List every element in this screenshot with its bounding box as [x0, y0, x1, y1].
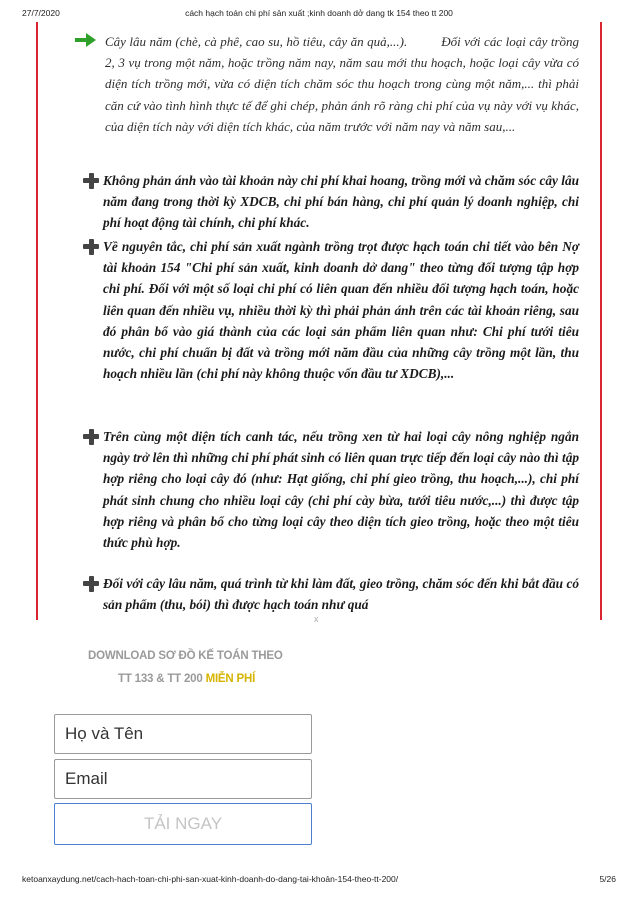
- bullet-text: Trên cùng một diện tích canh tác, nếu trồng xen từ hai loại cây nông nghiệp ngắn ngày trở lên thì những chi phí phát sinh có liên quan trực tiếp đến loại cây nào thì tập hợp riêng cho loại cây đó (như: Hạt giống, chi phí gieo trồng, thu hoạch,...), chi phí phát sinh chung cho nhiều loại cây (chi phí cày bừa, tưới tiêu nước,...) thì được tập hợp riêng và phân bổ cho từng loại cây theo diện tích gieo trồng, hoặc theo một tiêu thức phù hợp.: [103, 429, 579, 551]
- print-page-title: cách hạch toán chi phí sản xuất ;kinh doanh dở dang tk 154 theo tt 200: [185, 8, 453, 18]
- page-url: ketoanxaydung.net/cach-hach-toan-chi-phi-san-xuat-kinh-doanh-do-dang-tai-khoản-154-theo-tt-200/: [22, 874, 399, 884]
- bullet-text: Đối với cây lâu năm, quá trình từ khi làm đất, gieo trồng, chăm sóc đến khi bắt đầu có sản phẩm (thu, bói) thì được hạch toán như quá: [103, 576, 579, 613]
- right-red-rule: [600, 22, 602, 620]
- page-header: [22, 8, 616, 22]
- plus-icon: [83, 576, 99, 592]
- download-now-button[interactable]: TẢI NGAY: [54, 803, 312, 845]
- plus-icon: [83, 429, 99, 445]
- ad-close-button[interactable]: x: [314, 614, 319, 624]
- email-field[interactable]: Email: [54, 759, 312, 799]
- print-date: 27/7/2020: [22, 8, 60, 18]
- bullet-item: [83, 573, 579, 615]
- download-banner-standards: TT 133 & TT 200: [118, 673, 203, 685]
- page-footer: [22, 874, 616, 888]
- bullet-item: [83, 236, 579, 384]
- right-arrow-icon: [75, 33, 97, 47]
- free-badge: MIỄN PHÍ: [205, 673, 256, 685]
- bullet-item: [83, 170, 579, 234]
- download-banner-title: DOWNLOAD SƠ ĐỒ KẾ TOÁN THEO: [88, 650, 283, 662]
- article-content: [36, 22, 602, 620]
- page-number: 5/26: [599, 874, 616, 884]
- bullet-text: Về nguyên tắc, chi phí sản xuất ngành trồng trọt được hạch toán chi tiết vào bên Nợ tài khoản 154 "Chi phí sản xuất, kinh doanh dở dang" theo từng đối tượng tập hợp chi phí. Đối với một số loại chi phí có liên quan đến nhiều đối tượng hạch toán, hoặc liên quan đến nhiều vụ, nhiều thời kỳ thì phải phản ánh trên các tài khoản riêng, sau đó phân bổ vào giá thành của các loại sản phẩm liên quan như: Chi phí tưới tiêu nước, chi phí chuẩn bị đất và trồng mới năm đầu của những cây trồng một lần, thu hoạch nhiều lần (chi phí này không thuộc vốn đầu tư XDCB),...: [103, 239, 579, 382]
- plus-icon: [83, 239, 99, 255]
- sub-item-lead: Cây lâu năm (chè, cà phê, cao su, hồ tiêu, cây ăn quả,...).: [105, 34, 408, 49]
- sub-item-perennial-crops: [105, 31, 579, 137]
- name-field[interactable]: Họ và Tên: [54, 714, 312, 754]
- bullet-item: [83, 426, 579, 553]
- download-banner-subtitle: [118, 673, 255, 685]
- sub-item-text: Đối với các loại cây trồng 2, 3 vụ trong một năm, hoặc trồng năm nay, năm sau mới thu hoạch, hoặc loại cây vừa có diện tích trồng mới, vừa có diện tích chăm sóc thu hoạch trong cùng một năm,... thì phải căn cứ vào tình hình thực tế để ghi chép, phản ánh rõ ràng chi phí của vụ này với vụ khác, của diện tích này với diện tích khác, của năm trước với năm nay và năm sau,...: [105, 34, 580, 134]
- left-red-rule: [36, 22, 38, 620]
- plus-icon: [83, 173, 99, 189]
- bullet-text: Không phản ánh vào tài khoản này chi phí khai hoang, trồng mới và chăm sóc cây lâu năm đang trong thời kỳ XDCB, chi phí bán hàng, chi phí quản lý doanh nghiệp, chi phí hoạt động tài chính, chi phí khác.: [103, 173, 579, 231]
